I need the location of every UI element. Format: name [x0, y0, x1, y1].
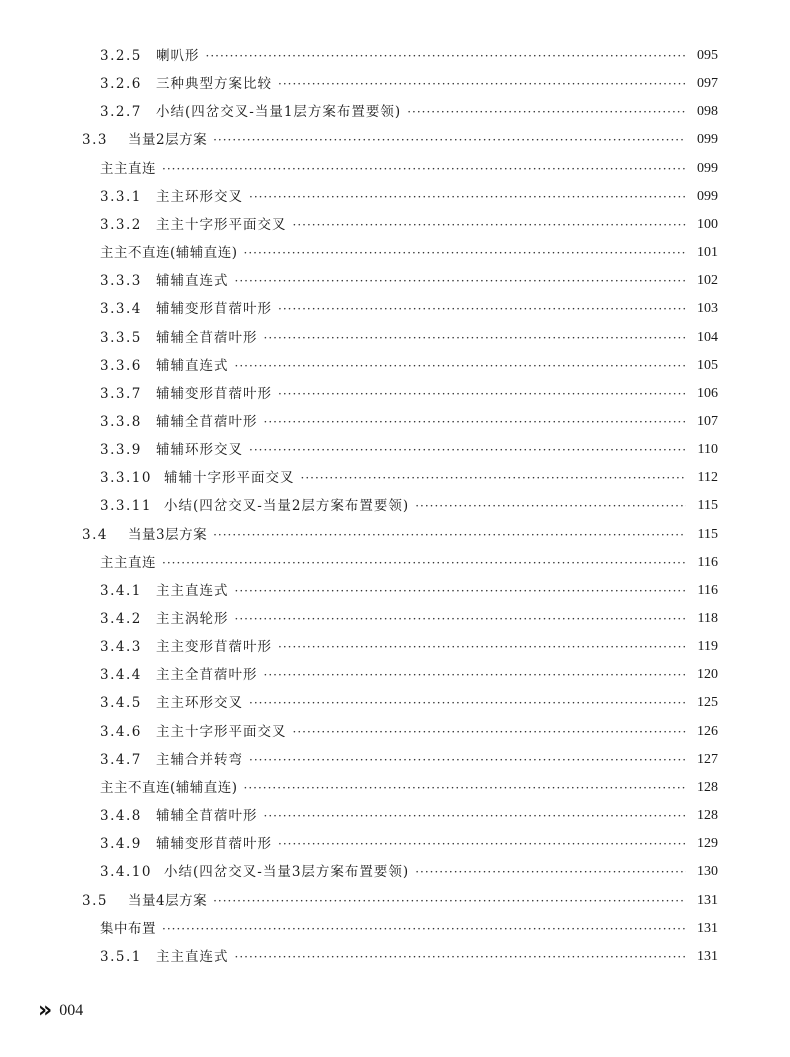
toc-section-number: 3.4.2 — [100, 611, 142, 627]
toc-entry — [100, 466, 718, 490]
toc-title: 三种典型方案比较 — [156, 76, 272, 93]
toc-page-number: 098 — [697, 104, 718, 120]
toc-entry — [82, 128, 718, 152]
toc-title: 辅辅直连式 — [156, 273, 229, 290]
toc-entry — [100, 579, 718, 603]
toc-page-number: 131 — [697, 920, 718, 936]
dot-leader — [235, 945, 687, 969]
toc-entry — [100, 720, 718, 744]
toc-page-number: 126 — [697, 723, 718, 739]
toc-title: 主主不直连(辅辅直连) — [100, 779, 238, 796]
double-chevron-icon: » — [38, 998, 46, 1023]
toc-page-number: 107 — [697, 413, 718, 429]
dot-leader — [249, 438, 686, 462]
dot-leader — [278, 832, 686, 856]
dot-leader — [206, 44, 687, 68]
toc-title: 当量4层方案 — [128, 892, 208, 909]
toc-entry — [100, 832, 718, 856]
dot-leader — [249, 185, 686, 209]
toc-page-number: 130 — [697, 864, 718, 880]
toc-title: 主主环形交叉 — [156, 695, 243, 712]
toc-title: 当量2层方案 — [128, 132, 208, 149]
toc-section-number: 3.3 — [82, 132, 108, 149]
toc-section-number: 3.3.9 — [100, 442, 142, 459]
toc-entry — [100, 297, 718, 321]
dot-leader — [235, 354, 687, 378]
toc-section-number: 3.3.10 — [100, 470, 152, 487]
toc-page-number: 105 — [697, 357, 718, 373]
dot-leader — [293, 720, 687, 744]
toc-entry — [82, 523, 718, 547]
toc-title: 主主十字形平面交叉 — [156, 216, 287, 233]
toc-page-number: 103 — [697, 301, 718, 317]
toc-section-number: 3.2.5 — [100, 48, 142, 64]
toc-section-number: 3.4.5 — [100, 695, 142, 712]
toc-title: 当量3层方案 — [128, 526, 208, 543]
toc-page-number: 097 — [697, 76, 718, 92]
dot-leader — [213, 889, 686, 913]
toc-entry — [100, 804, 718, 828]
dot-leader — [278, 72, 686, 96]
toc-title: 集中布置 — [100, 920, 156, 937]
toc-title: 主辅合并转弯 — [156, 751, 243, 768]
toc-entry — [100, 213, 718, 237]
toc-section-number: 3.3.1 — [100, 188, 142, 205]
dot-leader — [278, 297, 686, 321]
toc-section-number: 3.4.3 — [100, 639, 142, 656]
toc-entry — [100, 860, 718, 884]
toc-page-number: 116 — [697, 554, 718, 570]
toc-section-number: 3.3.8 — [100, 413, 142, 430]
toc-section-number: 3.3.11 — [100, 498, 152, 515]
toc-title: 辅辅全苜蓿叶形 — [156, 329, 258, 346]
toc-entry — [100, 945, 718, 969]
toc-entry — [100, 185, 718, 209]
toc-entry — [100, 72, 718, 96]
toc-section-number: 3.4.8 — [100, 808, 142, 825]
toc-page-number: 115 — [697, 498, 718, 514]
toc-entry — [100, 354, 718, 378]
toc-section-number: 3.4.7 — [100, 751, 142, 768]
toc-page-number: 099 — [697, 188, 718, 204]
toc-entry — [100, 326, 718, 350]
page-footer — [38, 998, 83, 1023]
toc-page-number: 116 — [697, 582, 718, 598]
toc-entry — [100, 917, 718, 941]
toc-entry — [100, 776, 718, 800]
dot-leader — [278, 635, 686, 659]
toc-section-number: 3.2.7 — [100, 104, 142, 121]
toc-title: 主主全苜蓿叶形 — [156, 667, 258, 684]
toc-section-number: 3.3.4 — [100, 301, 142, 318]
toc-entry — [100, 382, 718, 406]
toc-entry — [100, 410, 718, 434]
toc-entry — [100, 551, 718, 575]
toc-title: 辅辅变形苜蓿叶形 — [156, 301, 272, 318]
toc-page-number: 106 — [697, 385, 718, 401]
dot-leader — [264, 663, 687, 687]
dot-leader — [278, 382, 686, 406]
toc-page-number: 099 — [697, 160, 718, 176]
dot-leader — [162, 551, 686, 575]
dot-leader — [235, 579, 687, 603]
toc-page-number: 100 — [697, 216, 718, 232]
toc-section-number: 3.5 — [82, 892, 108, 909]
dot-leader — [264, 410, 687, 434]
toc-section-number: 3.3.5 — [100, 329, 142, 346]
toc-entry — [100, 663, 718, 687]
toc-section-number: 3.3.2 — [100, 216, 142, 233]
toc-page-number: 101 — [697, 245, 718, 261]
toc-page-number: 127 — [697, 751, 718, 767]
page-number: 004 — [59, 1001, 84, 1019]
toc-section-number: 3.4.6 — [100, 723, 142, 740]
toc-section-number: 3.3.6 — [100, 357, 142, 374]
dot-leader — [249, 748, 686, 772]
toc-title: 小结(四岔交叉-当量3层方案布置要领) — [164, 864, 410, 881]
toc-page-number: 104 — [697, 329, 718, 345]
toc-page-number: 120 — [697, 667, 718, 683]
toc-section-number: 3.3.7 — [100, 385, 142, 402]
dot-leader — [264, 326, 687, 350]
toc-page-number: 115 — [697, 526, 718, 542]
toc-page-number: 129 — [697, 836, 718, 852]
dot-leader — [162, 917, 686, 941]
dot-leader — [244, 776, 686, 800]
dot-leader — [213, 128, 686, 152]
dot-leader — [415, 494, 686, 518]
toc-title: 主主不直连(辅辅直连) — [100, 245, 238, 262]
dot-leader — [301, 466, 687, 490]
toc-title: 主主涡轮形 — [156, 611, 229, 627]
toc-entry — [100, 241, 718, 265]
dot-leader — [162, 157, 686, 181]
toc-entry — [100, 100, 718, 124]
toc-page-number: 128 — [697, 808, 718, 824]
toc-entry — [100, 438, 718, 462]
dot-leader — [244, 241, 686, 265]
toc-title: 主主直连式 — [156, 582, 229, 599]
toc-page-number: 112 — [697, 470, 718, 486]
toc-title: 辅辅直连式 — [156, 357, 229, 374]
toc-page-number: 128 — [697, 779, 718, 795]
toc-section-number: 3.4 — [82, 526, 108, 543]
toc-page-number: 118 — [697, 611, 718, 626]
dot-leader — [264, 804, 687, 828]
dot-leader — [235, 607, 687, 631]
toc-title: 主主环形交叉 — [156, 188, 243, 205]
toc-entry — [100, 269, 718, 293]
toc-entry — [82, 889, 718, 913]
toc-page-number: 131 — [697, 948, 718, 964]
toc-title: 喇叭形 — [156, 48, 200, 64]
toc-title: 辅辅变形苜蓿叶形 — [156, 385, 272, 402]
toc-title: 小结(四岔交叉-当量1层方案布置要领) — [156, 104, 402, 121]
toc-entry — [100, 635, 718, 659]
dot-leader — [213, 523, 686, 547]
toc-entry — [100, 748, 718, 772]
toc-title: 主主直连 — [100, 160, 156, 177]
toc-section-number: 3.4.4 — [100, 667, 142, 684]
toc-title: 主主变形苜蓿叶形 — [156, 639, 272, 656]
toc-section-number: 3.2.6 — [100, 76, 142, 93]
toc-page-number: 119 — [697, 639, 718, 655]
toc-section-number: 3.4.1 — [100, 582, 142, 599]
toc-title: 辅辅十字形平面交叉 — [164, 470, 295, 487]
toc-page-number: 131 — [697, 892, 718, 908]
toc-entry — [100, 44, 718, 68]
toc-title: 辅辅全苜蓿叶形 — [156, 413, 258, 430]
toc-title: 主主十字形平面交叉 — [156, 723, 287, 740]
toc-section-number: 3.4.9 — [100, 836, 142, 853]
toc-entry — [100, 691, 718, 715]
toc-entry — [100, 607, 718, 631]
toc-title: 辅辅环形交叉 — [156, 442, 243, 459]
toc-section-number: 3.5.1 — [100, 948, 142, 965]
dot-leader — [235, 269, 687, 293]
toc-title: 主主直连 — [100, 554, 156, 571]
toc-title: 辅辅变形苜蓿叶形 — [156, 836, 272, 853]
toc-entry — [100, 157, 718, 181]
toc-title: 主主直连式 — [156, 948, 229, 965]
toc-page-number: 110 — [697, 442, 718, 458]
toc-page-number: 099 — [697, 132, 718, 148]
toc-section-number: 3.4.10 — [100, 864, 152, 881]
dot-leader — [407, 100, 686, 124]
toc-page-number: 125 — [697, 695, 718, 711]
dot-leader — [249, 691, 686, 715]
toc-page-number: 102 — [697, 273, 718, 289]
toc-page-number: 095 — [697, 48, 718, 63]
dot-leader — [415, 860, 686, 884]
dot-leader — [293, 213, 687, 237]
toc-entry — [100, 494, 718, 518]
toc-section-number: 3.3.3 — [100, 273, 142, 290]
toc-title: 辅辅全苜蓿叶形 — [156, 808, 258, 825]
toc-title: 小结(四岔交叉-当量2层方案布置要领) — [164, 498, 410, 515]
